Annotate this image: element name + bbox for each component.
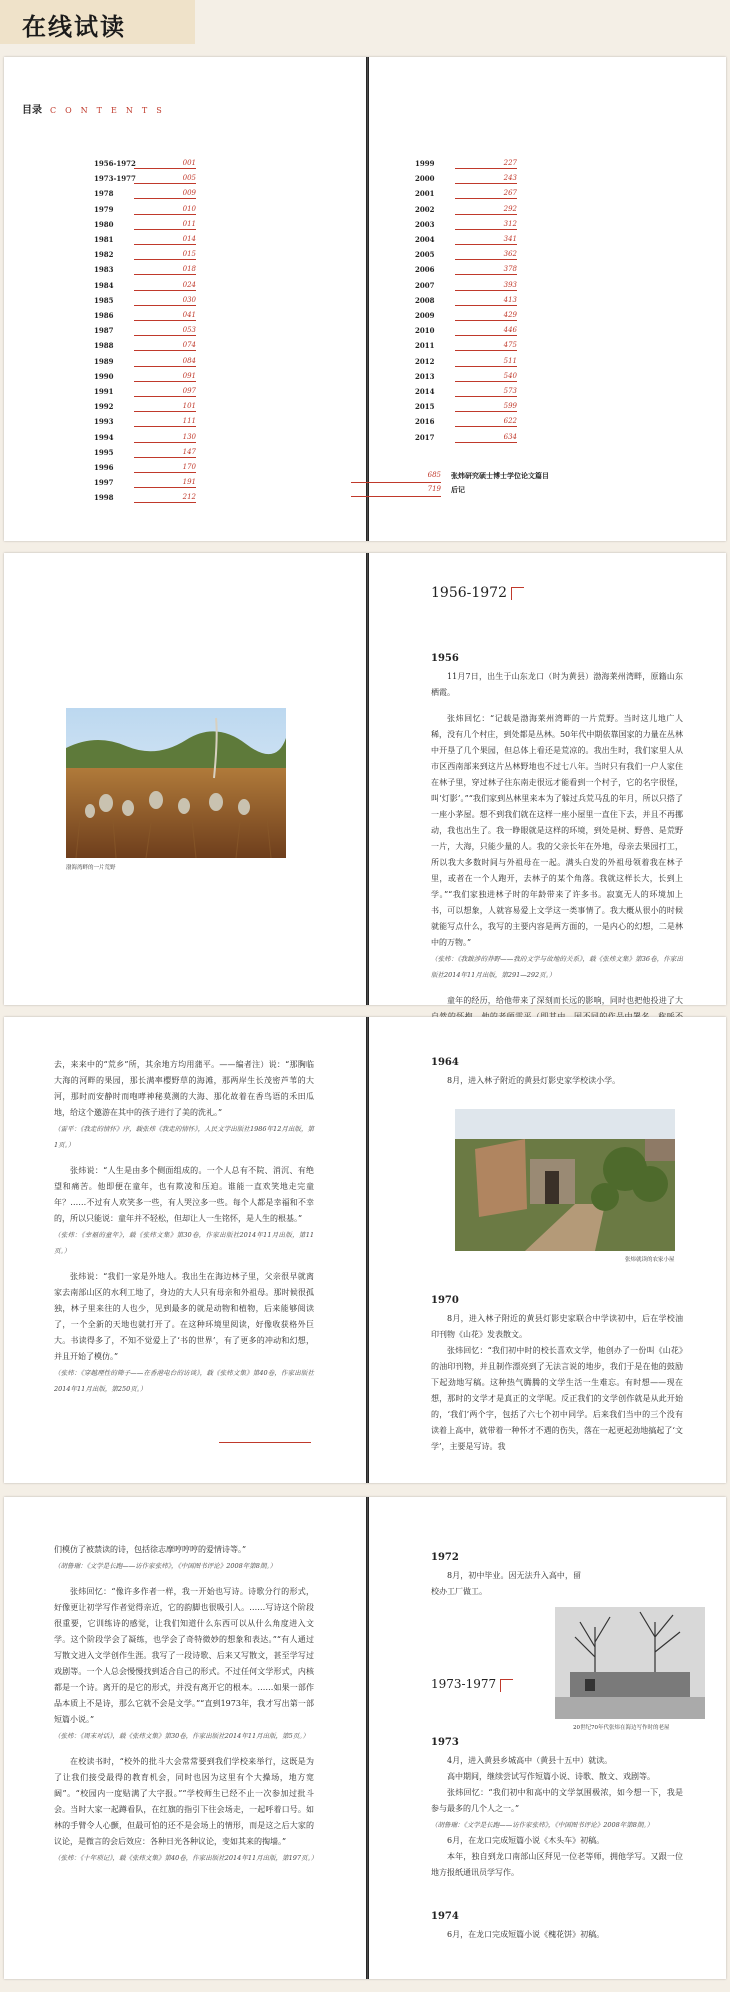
section-title: 1956-1972 — [431, 585, 524, 601]
toc-year: 1998 — [94, 493, 114, 503]
toc-entry[interactable] — [94, 294, 196, 308]
toc-leader-line — [455, 335, 517, 336]
toc-page-number: 097 — [182, 387, 196, 395]
toc-entry[interactable] — [94, 203, 196, 217]
toc-entry[interactable] — [94, 324, 196, 338]
toc-page-number: 015 — [182, 250, 196, 259]
toc-leader-line — [455, 396, 517, 397]
toc-year: 2008 — [415, 295, 435, 305]
toc-entry[interactable] — [94, 431, 196, 445]
spread3-left-page — [4, 1017, 366, 1483]
toc-leader-line — [455, 274, 517, 275]
toc-year: 1982 — [94, 250, 114, 260]
toc-year: 1986 — [94, 311, 114, 320]
toc-page-number: 111 — [182, 417, 196, 426]
toc-leader-line — [134, 411, 196, 412]
toc-page-number: 024 — [182, 280, 196, 289]
toc-leader-line — [134, 366, 196, 367]
toc-year: 1978 — [94, 189, 114, 199]
toc-entry[interactable] — [415, 172, 517, 186]
toc-leader-line — [455, 214, 517, 215]
spread4-right-page — [369, 1497, 726, 1979]
toc-leader-line — [134, 274, 196, 275]
toc-page-number: 540 — [503, 371, 517, 380]
toc-page-number: 005 — [182, 174, 196, 183]
section-title: 1973-1977 — [431, 1677, 513, 1692]
toc-year: 1991 — [94, 387, 114, 396]
toc-leader-line — [134, 457, 196, 458]
toc-title: 目录 CONTENTS — [22, 105, 171, 116]
toc-leader-line — [455, 244, 517, 245]
toc-entry[interactable] — [94, 370, 196, 384]
toc-page-number: 573 — [503, 387, 517, 395]
toc-year: 2016 — [415, 417, 435, 427]
toc-entry[interactable] — [94, 461, 196, 475]
toc-spread — [4, 57, 726, 541]
toc-leader-line — [455, 411, 517, 412]
toc-entry[interactable] — [415, 324, 517, 338]
toc-entry[interactable] — [415, 385, 517, 399]
body-text: 11月7日，出生于山东龙口（时为黄县）渤海莱州湾畔，原籍山东栖霞。 张炜回忆：“记载是渤海莱州湾畔的一片荒野。当时这儿地广人稀，没有几个村庄，到处都是丛林。50年代中期依靠国家的力量在丛林中开垦了几个果园，但总体上看还是荒凉的。我出生时，我们家里人从市区西南部来到这片丛林野地也不过七八年。当时只有我们一户人家住在林子里，穿过林子往东南走很远才能看到一个村子，它的名字很怪，叫‘灯影’。”“我们家到丛林里来本为了躲过兵荒马乱的年月，所以只搭了一座小茅屋。想不到我们就在这样一座小屋里一直住下去，并且不再挪动，我也出生了。我一睁眼就是这样的环境，到处是树、野兽、是荒野一片，大海，只能少量的人。我的父亲长年在外地，母亲去果园打工，所以我大多数时间与外祖母在一起。满头白发的外祖母领着我在林子里，或者在一个人跑开，去林子的某个角落。我就这样长大，长到上学。”“我们家独进林子时的年龄带来了许多书。寂寞无人的环境加上书，可以想象，人就容易爱上文学这一类事情了。我大概从很小的时候就能写点什么，我写的主要内容是两方面的，一是内心的幻想，二是林中的万物。” （张炜：《我跋涉的莽野——我的文学与故地的关系》，载《张炜文集》第36卷，作家出版社2014年11月出版，第291—292页。） 童年的经历，给他带来了深刻而长远的影响，同时也把他投进了大 — [431, 672, 683, 1005]
toc-entry[interactable] — [415, 339, 517, 353]
toc-leader-line — [455, 198, 517, 199]
toc-leader-line — [134, 472, 196, 473]
corner-mark-icon — [511, 587, 524, 600]
toc-year: 2007 — [415, 280, 435, 290]
toc-year: 1956-1972 — [94, 159, 136, 168]
toc-entry[interactable] — [415, 157, 517, 171]
toc-year: 2006 — [415, 265, 435, 275]
old-house-photo-image — [555, 1607, 705, 1719]
toc-year: 2009 — [415, 311, 435, 320]
toc-page-number: 091 — [182, 371, 196, 380]
toc-page-number: 267 — [503, 189, 517, 198]
toc-page-number: 030 — [182, 295, 196, 304]
toc-page-number: 362 — [503, 250, 517, 259]
toc-leader-line — [455, 350, 517, 351]
toc-year: 2004 — [415, 235, 435, 244]
toc-year: 1997 — [94, 478, 114, 488]
toc-page-number: 009 — [182, 189, 196, 198]
year-heading: 1956 — [431, 653, 459, 664]
toc-extra-entry[interactable] — [351, 485, 465, 495]
toc-page-number: 018 — [182, 265, 196, 274]
toc-leader-line — [134, 442, 196, 443]
body-text: 8月，初中毕业。因无法升入高中，留校办工厂做工。 — [431, 1571, 581, 1596]
toc-page-number: 147 — [182, 447, 196, 456]
toc-entry[interactable] — [94, 476, 196, 490]
toc-leader-line — [455, 259, 517, 260]
photo-caption: 渤海湾畔的一片荒野 — [66, 865, 116, 871]
year-heading: 1974 — [431, 1911, 459, 1922]
toc-page-number: 312 — [503, 219, 517, 228]
toc-year: 1992 — [94, 402, 114, 412]
toc-page-number: 041 — [182, 311, 196, 319]
toc-year: 1994 — [94, 432, 114, 442]
old-house-photo — [555, 1607, 705, 1719]
toc-leader-line — [134, 305, 196, 306]
toc-page-number: 446 — [503, 326, 517, 335]
toc-entry[interactable] — [94, 309, 196, 323]
toc-entry[interactable] — [415, 203, 517, 217]
body-text: 8月，进入林子附近的黄县灯影史家学校读小学。 — [447, 1076, 621, 1085]
toc-year: 1980 — [94, 219, 114, 229]
toc-year: 2013 — [415, 371, 435, 381]
toc-entry[interactable] — [415, 415, 517, 429]
toc-entry[interactable] — [415, 370, 517, 384]
toc-year: 2005 — [415, 250, 435, 260]
toc-page-number: 170 — [182, 463, 196, 471]
toc-year: 1979 — [94, 204, 114, 214]
year-heading: 1972 — [431, 1552, 459, 1563]
toc-entry[interactable] — [94, 446, 196, 460]
toc-page-number: 429 — [503, 311, 517, 319]
toc-page-number: 010 — [182, 204, 196, 213]
toc-page-number: 001 — [182, 159, 196, 167]
toc-entry[interactable] — [94, 233, 196, 247]
toc-entry[interactable] — [94, 187, 196, 201]
toc-leader-line — [134, 502, 196, 503]
toc-leader-line — [134, 426, 196, 427]
toc-entry[interactable] — [94, 385, 196, 399]
toc-leader-line — [134, 168, 196, 169]
toc-leader-line — [455, 305, 517, 306]
toc-leader-line — [134, 487, 196, 488]
year-heading: 1973 — [431, 1737, 459, 1748]
toc-year: 2000 — [415, 174, 435, 184]
toc-page-number: 014 — [182, 235, 196, 243]
toc-extra-label: 张炜研究硕士博士学位论文篇目 — [451, 471, 549, 480]
toc-leader-line — [134, 290, 196, 291]
toc-leader-line — [134, 214, 196, 215]
toc-year: 1985 — [94, 295, 114, 305]
toc-entry[interactable] — [94, 415, 196, 429]
toc-entry[interactable] — [415, 279, 517, 293]
toc-leader-line — [351, 482, 441, 483]
toc-left-page — [4, 57, 366, 541]
toc-year: 1996 — [94, 463, 114, 472]
toc-leader-line — [134, 350, 196, 351]
toc-year: 1988 — [94, 341, 114, 351]
body-text: 们模仿了被禁读的诗，包括徐志摩哼哼哼的爱情诗等。” （胡鲁瑞：《文学是长跑——访作家张炜》，《中国图书评论》2008年第8期。） 张炜回忆：“像许多作者一样，我一开始也写诗。诗歌分行的形式，好像更让初学写作者觉得亲近，它的韵脚也很吸引人。……写诗这个阶段很重要，它训练诗的感觉，让我们知道什么东西可以从什么角度进入文学。这个阶段学会了凝练，也学会了奇特微妙的想象和表达。”“有人通过写散文进入文学创作生涯。我写了一段诗歌、后来又写散文，甚至学写过戏剧等。一个人总会慢慢找到适合自己的形式。不过任何文学形式，内核都是一个诗。离开的是它的形式，并没有离开它的根本。……如果一部作品本质上不是诗，那么它就不会是文学。”“直到1973年，我才写出第一部短篇小说。” （张炜：《周末对话》，载《张炜文集》第30卷，作家出版社2014年11月出版，第5页。） 在校读书时，“校外的批斗大会常常要到我们学校来举行，这既是为了让我们接受最得的教育机会，同时也因为这里有个大操场，地方宽阔”。“校园内一度贴满了大字报。”“学校师生已经不止一次参加过批斗会。当时大家一起蹲看队，在红旗的指引下往会场走，一起呼着口号。如林的手臂令人心颤，但最可怕的还不是会场上的情形，而是这之后大家的议论，是微言的会后效应：各种日光各种议论，变如其来的掏墙。” （张炜：《十年琐记》，载《张炜文集》第40卷，作家出版社2014年11月出版，第197页。） — [54, 1545, 318, 1862]
toc-right-page — [369, 57, 726, 541]
toc-leader-line — [455, 442, 517, 443]
page-rule — [219, 1442, 311, 1443]
toc-page-number: 378 — [503, 265, 517, 274]
toc-year: 2014 — [415, 387, 435, 396]
spread2-right-page — [369, 553, 726, 1005]
toc-page-number: 053 — [182, 326, 196, 335]
photo-caption: 张炜就读的农家小屋 — [625, 1257, 675, 1263]
toc-year: 1984 — [94, 280, 114, 290]
toc-year: 1973-1977 — [94, 174, 136, 184]
toc-entry[interactable] — [94, 279, 196, 293]
toc-entry[interactable] — [94, 172, 196, 186]
toc-entry[interactable] — [94, 248, 196, 262]
toc-entry[interactable] — [94, 339, 196, 353]
toc-leader-line — [455, 229, 517, 230]
spread-4 — [4, 1497, 726, 1979]
toc-year: 2001 — [415, 189, 435, 199]
year-heading: 1964 — [431, 1057, 459, 1068]
toc-page-number: 511 — [503, 356, 517, 365]
toc-year: 1990 — [94, 371, 114, 381]
body-text: 4月，进入黄县乡城高中（黄县十五中）就读。 高中期间，继续尝试写作短篇小说、诗歌、散文、戏剧等。 张炜回忆：“我们初中和高中的文学氛围极浓，如今想一下，我是参与最多的几个人之一。” （胡鲁瑞：《文学是长跑——访作家张炜》，《中国图书评论》2008年第8期。） 6月，在龙口完成短篇小说《木头车》初稿。 本年，独自到龙口南部山区拜见一位老等师，拥他学写。又跟一位地方报纸通讯员学写作。 — [431, 1756, 683, 1877]
toc-page-number: 475 — [503, 341, 517, 350]
photo-caption: 20世纪70年代张炜在海边写作时的老屋 — [573, 1725, 670, 1731]
toc-year: 2002 — [415, 204, 435, 214]
toc-page-number: 074 — [182, 341, 196, 350]
toc-entry[interactable] — [415, 187, 517, 201]
spread2-left-page — [4, 553, 366, 1005]
toc-leader-line — [134, 381, 196, 382]
toc-leader-line — [455, 168, 517, 169]
toc-entry[interactable] — [415, 431, 517, 445]
wasteland-photo-image — [66, 708, 286, 858]
toc-page-number: 685 — [427, 471, 441, 479]
toc-extra-label: 后记 — [451, 485, 465, 494]
toc-leader-line — [134, 259, 196, 260]
toc-page-number: 130 — [182, 432, 196, 441]
toc-year: 2015 — [415, 402, 435, 412]
spread3-right-page — [369, 1017, 726, 1483]
toc-leader-line — [455, 366, 517, 367]
toc-entry[interactable] — [415, 294, 517, 308]
toc-year: 2010 — [415, 326, 435, 336]
toc-leader-line — [455, 183, 517, 184]
toc-leader-line — [134, 244, 196, 245]
body-text: 去，来来中的“荒乡”所，其余地方均用蒲平。——编者注）说：“那胸临大海的河畔的果园，那长满率樱野草的海滩，那两岸生长茂密芦苇的大河，那时而安静时而咆哮神秘莫测的大海、那化故着在香鸟语的禾田瓜地，给这个邀游在其中的孩子进行了美的洗礼。” （雷平：《我走的情怀》序，载张炜《我走的情怀》，人民文学出版社1986年12月出版，第1页。） 张炜说：“人生是由多个侧面组成的。一个人总有不院、消沉、有绝望和痛苦。他即便在童年，也有欺凌和压迫。谁能一直欢笑地走完童年？……不过有人欢笑多一些，有人哭泣多一些。每个人都是幸福和不幸的，所以只能说：童年并不轻松，但却让人一生铭怀，是人生的根基。” （张炜：《幸福的童年》，载《张炜文集》第30卷，作家出版社2014年11月出版，第11页。） 张炜说：“我们一家是外地人。我出生在海边林子里，父亲很早就离家去南部山区的水利工地了，身边的大人只有母亲和外祖母。那时候很孤独，林子里来往的人也少，见到最多的就是动物和植物，后来能够阅读了，一个全新的天地也就打开了。在这种环境里阅读，好像收获格外巨大。书读得多了，不知不觉爱上了‘书的世界’，有了更多的冲动和幻想，并且开始了模仿。” （张炜：《穿越理性的筛子——在香港电台的访谈》，载《张炜文集》第40卷，作家出版社2014年11月出版，第250页。） — [54, 1060, 314, 1393]
toc-page-number: 191 — [182, 478, 196, 487]
toc-page-number: 084 — [182, 356, 196, 365]
toc-entry[interactable] — [94, 491, 196, 505]
toc-year: 1989 — [94, 356, 114, 366]
toc-year: 1993 — [94, 417, 114, 427]
wasteland-photo — [66, 708, 286, 858]
toc-leader-line — [455, 426, 517, 427]
toc-year: 1995 — [94, 447, 114, 457]
toc-year: 1983 — [94, 265, 114, 275]
toc-page-number: 243 — [503, 174, 517, 183]
toc-page-number: 011 — [182, 219, 196, 228]
toc-page-number: 622 — [503, 417, 517, 426]
toc-year: 2011 — [415, 341, 435, 351]
toc-leader-line — [134, 320, 196, 321]
toc-year: 1981 — [94, 235, 114, 244]
toc-entry[interactable] — [94, 400, 196, 414]
toc-entry[interactable] — [94, 263, 196, 277]
toc-page-number: 599 — [503, 402, 517, 411]
toc-page-number: 719 — [427, 485, 441, 493]
toc-leader-line — [134, 335, 196, 336]
toc-entry[interactable] — [415, 233, 517, 247]
header-tag — [0, 0, 195, 44]
toc-leader-line — [351, 496, 441, 497]
toc-year: 2003 — [415, 219, 435, 229]
farmhouse-photo — [455, 1109, 675, 1251]
year-heading: 1970 — [431, 1295, 459, 1306]
toc-leader-line — [455, 290, 517, 291]
toc-page-number: 227 — [503, 159, 517, 167]
toc-page-number: 634 — [503, 432, 517, 441]
spread-3 — [4, 1017, 726, 1483]
toc-entry[interactable] — [415, 218, 517, 232]
spread4-left-page — [4, 1497, 366, 1979]
toc-entry[interactable] — [415, 355, 517, 369]
toc-page-number: 292 — [503, 204, 517, 213]
toc-leader-line — [134, 198, 196, 199]
body-text: 8月，进入林子附近的黄县灯影史家联合中学读初中，后在学校油印刊物《山花》发表散文。 张炜回忆：“我们初中时的校长喜欢文学，他创办了一份叫《山花》的油印刊物，并且制作漂亮到了无法言说的地步，我们于是在他的鼓励下起劲地写稿。这种热气腾腾的文学生活一生难忘。有时想——现在想，那时的文学才是真正的文学呢。反正我们的文学创作就是从此开始的，‘我们’两个字，包括了六七个初中同学。后来我们当中的三个没有读着上高中，就带着一种怀才不遇的伤失，落在一起更起劲地搞起了‘文学’，主要是写诗。我 — [431, 1314, 683, 1451]
toc-entry[interactable] — [94, 157, 196, 171]
farmhouse-photo-image — [455, 1109, 675, 1251]
toc-page-number: 393 — [503, 280, 517, 289]
toc-entry[interactable] — [94, 355, 196, 369]
toc-page-number: 212 — [182, 493, 196, 502]
toc-page-number: 101 — [182, 402, 196, 411]
toc-year: 2012 — [415, 356, 435, 366]
header-label: 在线试读 — [22, 13, 126, 41]
toc-entry[interactable] — [415, 263, 517, 277]
toc-entry[interactable] — [415, 400, 517, 414]
toc-leader-line — [134, 396, 196, 397]
toc-year: 2017 — [415, 432, 435, 442]
toc-leader-line — [134, 183, 196, 184]
toc-year: 1999 — [415, 159, 435, 168]
toc-leader-line — [455, 381, 517, 382]
corner-mark-icon — [500, 1679, 513, 1692]
toc-leader-line — [455, 320, 517, 321]
toc-extra-entry[interactable] — [351, 471, 549, 481]
toc-leader-line — [134, 229, 196, 230]
body-text: 6月，在龙口完成短篇小说《槐花饼》初稿。 — [447, 1930, 605, 1939]
toc-entry[interactable] — [415, 248, 517, 262]
toc-page-number: 413 — [503, 295, 517, 304]
toc-entry[interactable] — [415, 309, 517, 323]
toc-entry[interactable] — [94, 218, 196, 232]
toc-page-number: 341 — [503, 235, 517, 243]
spread-2 — [4, 553, 726, 1005]
toc-year: 1987 — [94, 326, 114, 336]
